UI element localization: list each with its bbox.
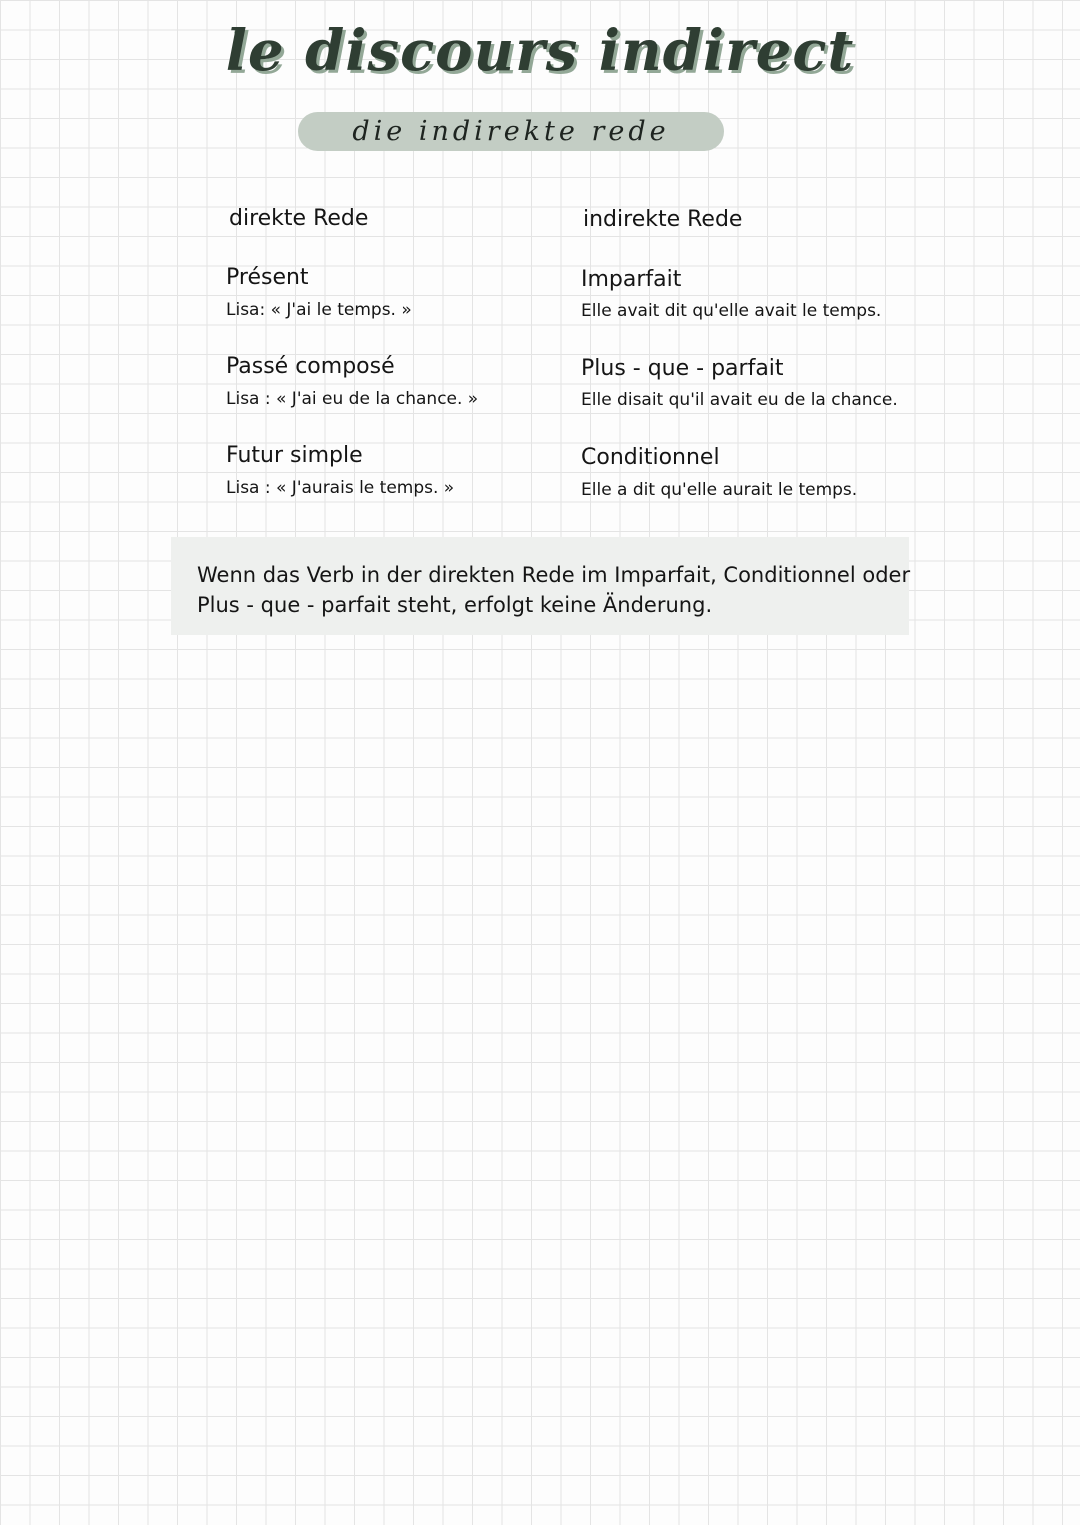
indirect-tense: Plus - que - parfait [581,356,784,381]
indirect-example: Elle disait qu'il avait eu de la chance. [581,390,898,410]
page-title: le discours indirect [225,18,855,84]
indirect-example: Elle avait dit qu'elle avait le temps. [581,301,882,321]
direct-tense: Passé composé [226,354,395,379]
direct-speech-heading: direkte Rede [229,206,369,231]
direct-example: Lisa : « J'aurais le temps. » [226,478,455,498]
indirect-example: Elle a dit qu'elle aurait le temps. [581,480,858,500]
page-subtitle: die indirekte rede [352,116,670,147]
direct-tense: Futur simple [226,443,363,468]
direct-example: Lisa: « J'ai le temps. » [226,300,412,320]
note-line: Wenn das Verb in der direkten Rede im Imparfait, Conditionnel oder [197,563,911,587]
indirect-tense: Conditionnel [581,445,720,470]
indirect-speech-heading: indirekte Rede [583,207,743,232]
indirect-tense: Imparfait [581,267,682,292]
note-line: Plus - que - parfait steht, erfolgt keine Änderung. [197,593,713,617]
direct-example: Lisa : « J'ai eu de la chance. » [226,389,479,409]
direct-tense: Présent [226,265,309,290]
